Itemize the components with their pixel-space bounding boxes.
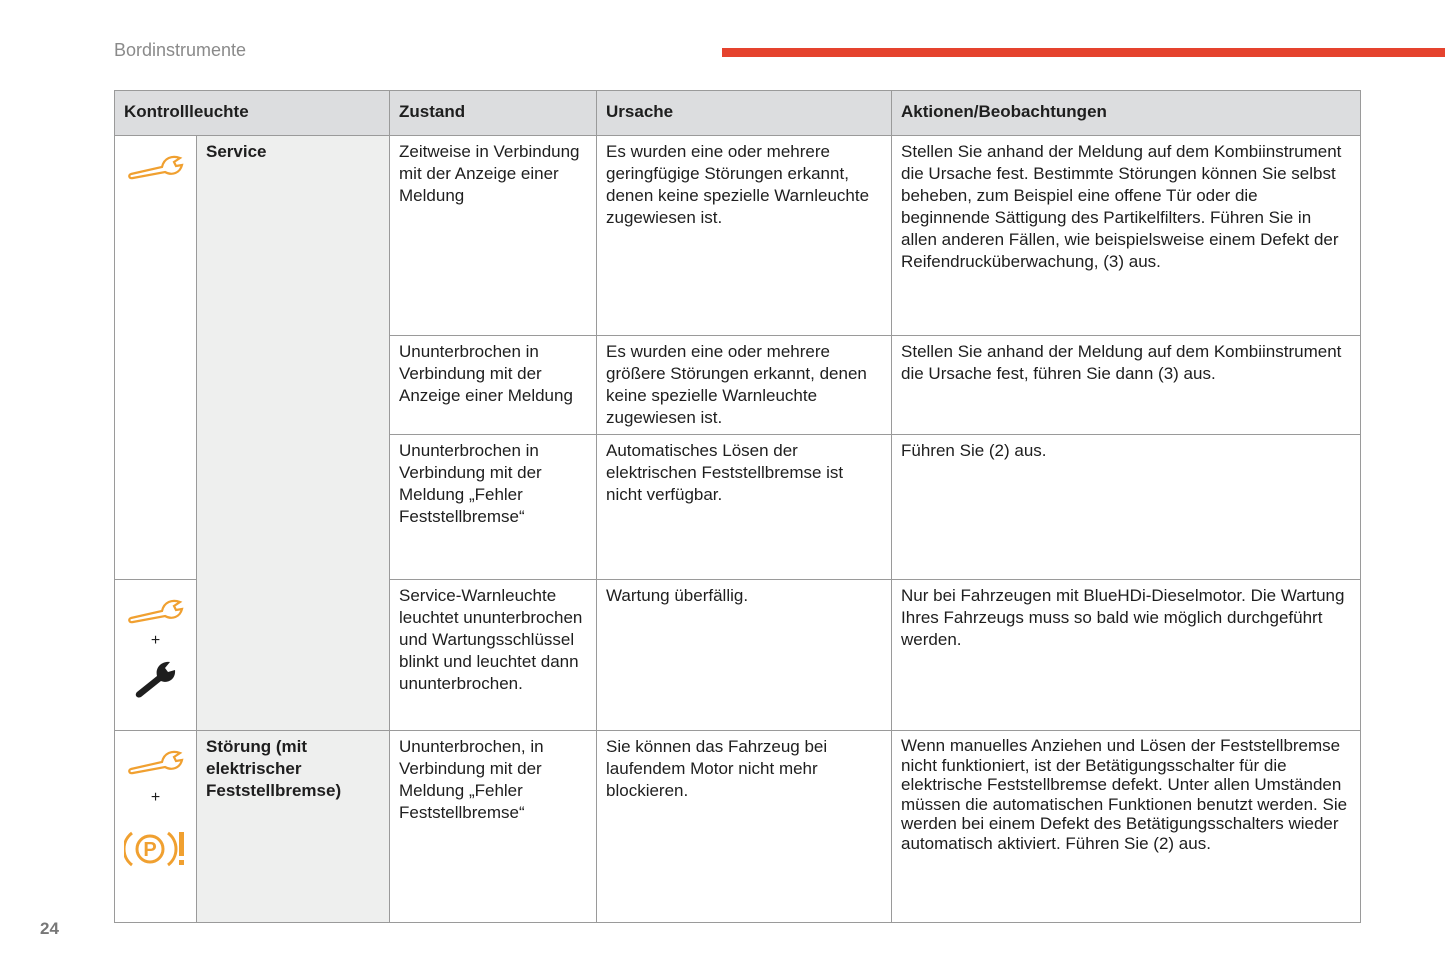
ursache-cell: Sie können das Fahrzeug bei laufendem Motor nicht mehr blockieren. [597,731,892,923]
zustand-cell: Ununterbrochen, in Verbindung mit der Meldung „Fehler Feststellbremse“ [390,731,597,923]
aktion-cell: Stellen Sie anhand der Meldung auf dem Kombiinstrument die Ursache fest, führen Sie dann (3) aus. [892,336,1361,435]
header-kontrollleuchte: Kontrollleuchte [115,91,390,136]
header-ursache: Ursache [597,91,892,136]
parking-brake-warning-icon [124,829,188,869]
icon-cell [115,731,197,923]
ursache-cell: Wartung überfällig. [597,580,892,731]
ursache-cell: Es wurden eine oder mehrere größere Störungen erkannt, denen keine spezielle Warnleuchte zugewiesen ist. [597,336,892,435]
svg-text:P: P [142,839,157,861]
ursache-cell: Es wurden eine oder mehrere geringfügige Störungen erkannt, denen keine spezielle Warnleuchte zugewiesen ist. [597,136,892,336]
section-title: Bordinstrumente [114,40,247,60]
table-row [115,731,1361,923]
ursache-cell: Automatisches Lösen der elektrischen Feststellbremse ist nicht verfügbar. [597,435,892,580]
aktion-cell: Führen Sie (2) aus. [892,435,1361,580]
zustand-cell: Ununterbrochen in Verbindung mit der Anzeige einer Meldung [390,336,597,435]
page-number: 24 [40,919,59,938]
section-bar [722,48,1445,57]
table-row [115,136,1361,336]
icon-cell [115,136,197,580]
zustand-cell: Service-Warnleuchte leuchtet ununterbrochen und Wartungsschlüssel blinkt und leuchtet dann ununterbrochen. [390,580,597,731]
icon-cell [115,580,197,731]
aktion-cell: Wenn manuelles Anziehen und Lösen der Feststellbremse nicht funktioniert, ist der Betätigungsschalter für die elektrische Feststellbremse defekt. Unter allen Umständen müssen die automatischen Funktionen benutzt werden. Sie werden bei einem Defekt des Betätigungsschalters wieder automatisch aktiviert. Führen Sie (2) aus. [892,731,1361,923]
service-wrench-icon [128,596,184,624]
plus-sign: + [150,789,161,806]
zustand-cell: Ununterbrochen in Verbindung mit der Meldung „Fehler Feststellbremse“ [390,435,597,580]
light-name: Störung (mit elektrischer Feststellbremse) [197,731,390,923]
service-wrench-icon [128,747,184,775]
light-name: Service [197,136,390,731]
aktion-cell: Stellen Sie anhand der Meldung auf dem Kombiinstrument die Ursache fest. Bestimmte Störungen können Sie selbst beheben, zum Beispiel eine offene Tür oder die beginnende Sättigung des Partikelfilters. Führen Sie in allen anderen Fällen, wie beispielsweise einem Defekt der Reifendrucküberwachung, (3) aus. [892,136,1361,336]
warning-lights-table [114,90,1361,923]
maintenance-wrench-icon [133,658,179,698]
plus-sign: + [150,632,161,649]
header-zustand: Zustand [390,91,597,136]
aktion-cell: Nur bei Fahrzeugen mit BlueHDi-Dieselmotor. Die Wartung Ihres Fahrzeugs muss so bald wie möglich durchgeführt werden. [892,580,1361,731]
header-aktionen: Aktionen/Beobachtungen [892,91,1361,136]
table-header [115,91,1361,136]
service-wrench-icon [128,152,184,180]
zustand-cell: Zeitweise in Verbindung mit der Anzeige einer Meldung [390,136,597,336]
